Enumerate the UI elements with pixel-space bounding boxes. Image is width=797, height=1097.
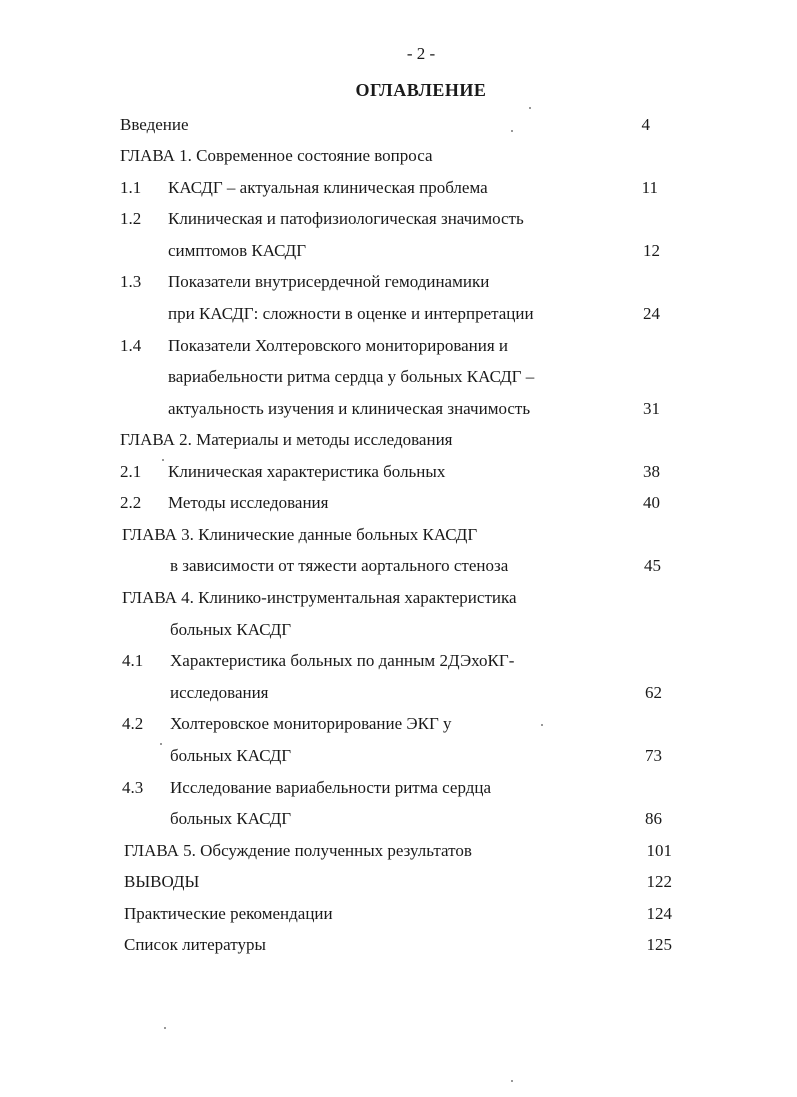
toc-entry-page: 11 (641, 178, 658, 197)
toc-section-number: 2.1 (120, 462, 142, 481)
toc-entry-text: исследования (170, 683, 269, 702)
toc-entry-page: 124 (646, 904, 672, 923)
toc-chapter: ГЛАВА 4. Клинико-инструментальная характеристика (122, 588, 517, 607)
toc-entry-text: актуальность изучения и клиническая значимость (168, 399, 531, 418)
toc-entry-text: при КАСДГ: сложности в оценке и интерпретации (168, 304, 534, 323)
toc-entry-text: больных КАСДГ (170, 746, 292, 765)
toc-entry-text: ВЫВОДЫ (124, 872, 200, 891)
toc-entry-text: Холтеровское мониторирование ЭКГ у (170, 714, 452, 733)
toc-entry-text: больных КАСДГ (170, 620, 292, 639)
toc-entry-page: 125 (646, 935, 672, 954)
toc-entry-text: Методы исследования (168, 493, 329, 512)
toc-entry-page: 122 (646, 872, 672, 891)
toc-entry-text: Показатели Холтеровского мониторирования и (168, 336, 509, 355)
scan-speck (511, 130, 513, 132)
toc-heading: ОГЛАВЛЕНИЕ (355, 80, 487, 100)
toc-entry-text: больных КАСДГ (170, 809, 292, 828)
toc-section-number: 1.1 (120, 178, 142, 197)
toc-chapter: ГЛАВА 1. Современное состояние вопроса (120, 146, 433, 165)
scan-speck (541, 724, 543, 726)
page-number: - 2 - (406, 44, 436, 63)
toc-entry-text: Список литературы (124, 935, 266, 954)
scan-speck (529, 107, 531, 109)
toc-section-number: 1.3 (120, 272, 142, 291)
scan-speck (160, 743, 162, 745)
toc-section-number: 4.2 (122, 714, 144, 733)
toc-entry-page: 40 (643, 493, 660, 512)
toc-entry-page: 86 (645, 809, 662, 828)
toc-section-number: 4.3 (122, 778, 144, 797)
toc-entry-page: 62 (645, 683, 662, 702)
toc-entry-page: 12 (643, 241, 660, 260)
toc-entry-page: 73 (645, 746, 662, 765)
toc-entry-text: Практические рекомендации (124, 904, 333, 923)
toc-chapter: ГЛАВА 2. Материалы и методы исследования (120, 430, 453, 449)
toc-entry-text: вариабельности ритма сердца у больных КАСДГ – (168, 367, 535, 386)
toc-section-number: 1.4 (120, 336, 142, 355)
toc-entry-page: 101 (646, 841, 672, 860)
toc-entry-text: Клиническая характеристика больных (168, 462, 446, 481)
toc-entry-text: Показатели внутрисердечной гемодинамики (168, 272, 490, 291)
toc-entry-text: Клиническая и патофизиологическая значимость (168, 209, 524, 228)
toc-entry-text: Исследование вариабельности ритма сердца (170, 778, 492, 797)
toc-section-number: 4.1 (122, 651, 144, 670)
toc-chapter: ГЛАВА 5. Обсуждение полученных результатов (124, 841, 472, 860)
toc-entry-text: в зависимости от тяжести аортального стеноза (170, 556, 509, 575)
toc-entry-page: 24 (643, 304, 660, 323)
scan-speck (162, 459, 164, 461)
toc-entry-page: 31 (643, 399, 660, 418)
toc-chapter: ГЛАВА 3. Клинические данные больных КАСДГ (122, 525, 478, 544)
scan-speck (164, 1027, 166, 1029)
toc-entry-text: КАСДГ – актуальная клиническая проблема (168, 178, 488, 197)
toc-section-number: 2.2 (120, 493, 142, 512)
toc-entry-page: 4 (641, 115, 650, 134)
toc-entry-page: 45 (644, 556, 661, 575)
toc-entry-text: симптомов КАСДГ (168, 241, 307, 260)
toc-section-number: 1.2 (120, 209, 142, 228)
toc-entry-text: Характеристика больных по данным 2ДЭхоКГ- (170, 651, 515, 670)
toc-entry-text: Введение (120, 115, 189, 134)
toc-entry-page: 38 (643, 462, 660, 481)
scan-speck (511, 1080, 513, 1082)
